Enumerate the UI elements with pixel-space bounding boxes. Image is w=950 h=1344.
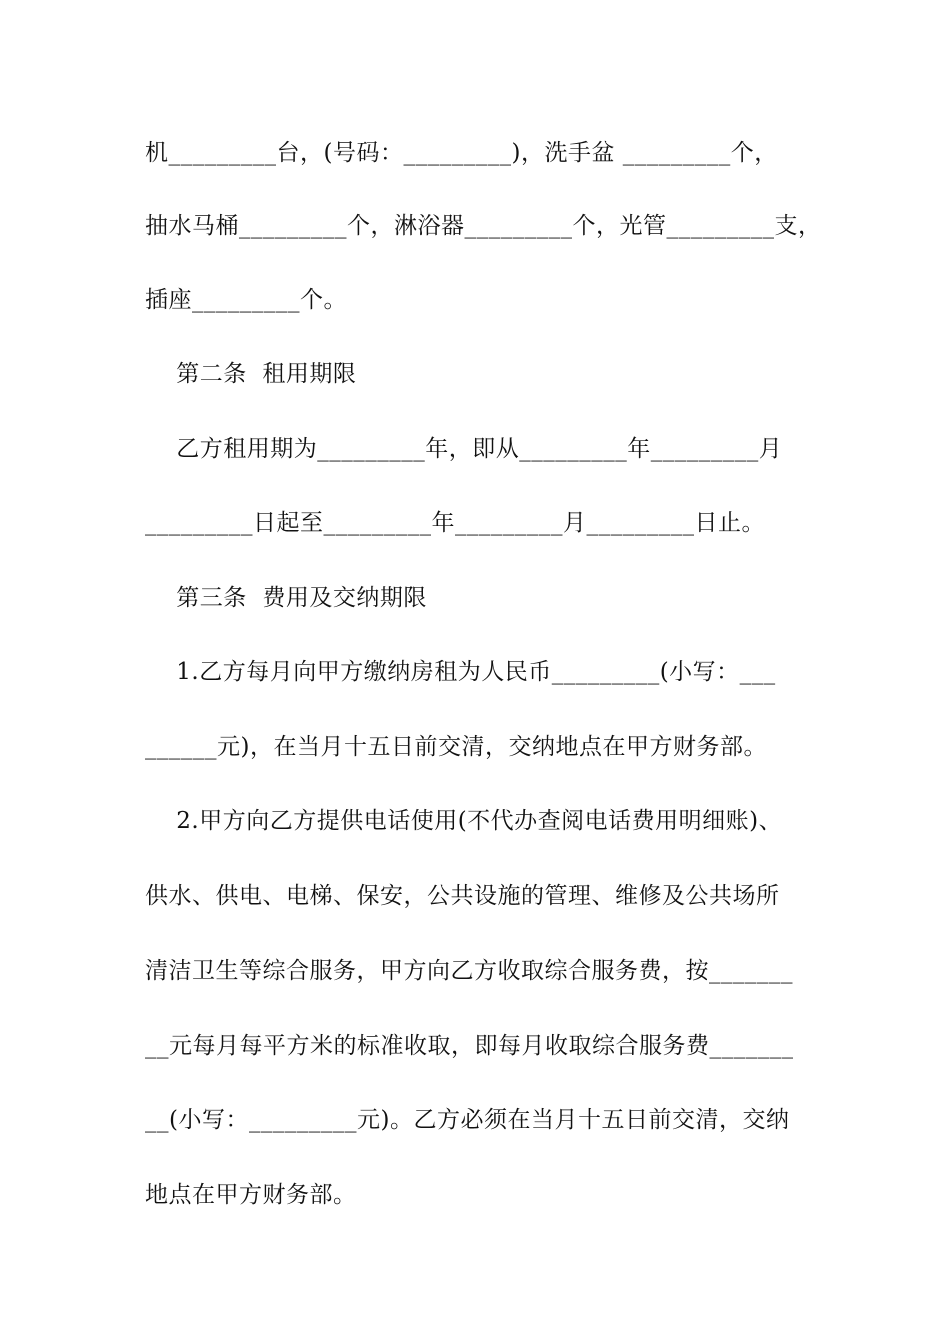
text-line: __(小写：_________元)。乙方必须在当月十五日前交清，交纳 xyxy=(145,1107,790,1133)
text-line: 供水、供电、电梯、保安，公共设施的管理、维修及公共场所 xyxy=(145,883,780,909)
text-line: _________日起至_________年_________月_________日止。 xyxy=(145,510,765,536)
text-line: 地点在甲方财务部。 xyxy=(145,1182,357,1208)
text-line: __元每月每平方米的标准收取，即每月收取综合服务费_______ xyxy=(145,1033,794,1059)
text-line: 2.甲方向乙方提供电话使用(不代办查阅电话费用明细账)、 xyxy=(145,808,783,834)
text-line: 机_________台，(号码：_________)，洗手盆 _________个， xyxy=(145,140,778,166)
text-line: 插座_________个。 xyxy=(145,287,347,313)
text-line: 清洁卫生等综合服务，甲方向乙方收取综合服务费，按_______ xyxy=(145,958,793,984)
section-heading: 第三条 费用及交纳期限 xyxy=(145,585,427,611)
text-line: 抽水马桶_________个，淋浴器_________个，光管_________支， xyxy=(145,213,822,239)
text-line: 乙方租用期为_________年，即从_________年_________月 xyxy=(145,436,783,462)
text-line: ______元)，在当月十五日前交清，交纳地点在甲方财务部。 xyxy=(145,734,767,760)
text-line: 1.乙方每月向甲方缴纳房租为人民币_________(小写：___ xyxy=(145,659,776,685)
section-heading: 第二条 租用期限 xyxy=(145,361,357,387)
